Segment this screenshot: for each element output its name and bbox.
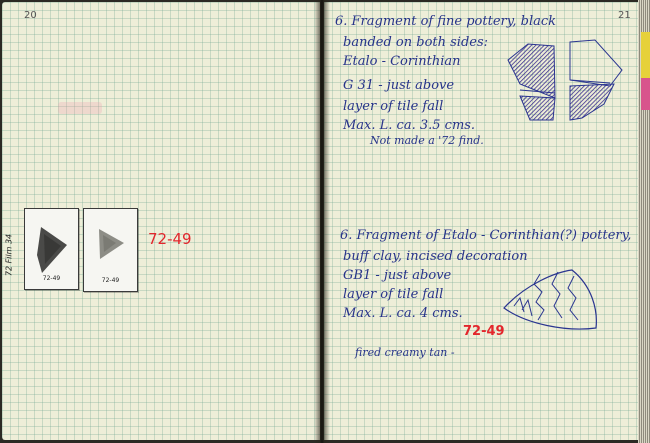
page-number-right: 21 — [618, 10, 631, 21]
entry2-line-3: GB1 - just above — [343, 268, 452, 283]
entry1-line-2: banded on both sides: — [343, 35, 489, 50]
photo-caption — [2, 215, 16, 295]
pink-tab-marker — [641, 78, 650, 110]
catalog-number-right: 72-49 — [463, 324, 505, 339]
entry2-line-4: layer of tile fall — [343, 287, 444, 302]
page-number-left: 20 — [24, 10, 37, 21]
photo-caption-text: 72 Film 34 — [4, 233, 14, 277]
entry2-line-1: 6. Fragment of Etalo - Corinthian(?) pottery, — [340, 228, 632, 243]
entry2-line-2: buff clay, incised decoration — [343, 249, 528, 264]
entry2-note: fired creamy tan - — [355, 346, 455, 359]
catalog-number-left: 72-49 — [148, 230, 192, 248]
entry1-line-3: Etalo - Corinthian — [343, 54, 461, 69]
photo-print-1 — [24, 208, 79, 290]
entry1-line-1: 6. Fragment of fine pottery, black — [335, 14, 557, 29]
entry1-line-6: Max. L. ca. 3.5 cms. — [343, 118, 476, 133]
photo-label-2: 72-49 — [101, 277, 120, 284]
faded-pink-mark — [58, 102, 102, 114]
entry2-line-5: Max. L. ca. 4 cms. — [343, 306, 463, 321]
photo-print-2 — [83, 208, 138, 292]
entry1-note: Not made a '72 find. — [370, 134, 484, 147]
sherd-sketch-black-banded — [500, 38, 630, 128]
entry1-line-4: G 31 - just above — [343, 78, 455, 93]
yellow-tab-marker — [641, 32, 650, 78]
sherd-sketch-incised — [496, 262, 602, 334]
entry1-line-5: layer of tile fall — [343, 99, 444, 114]
notebook-gutter — [314, 0, 330, 443]
photo-label-1: 72-49 — [42, 275, 61, 282]
